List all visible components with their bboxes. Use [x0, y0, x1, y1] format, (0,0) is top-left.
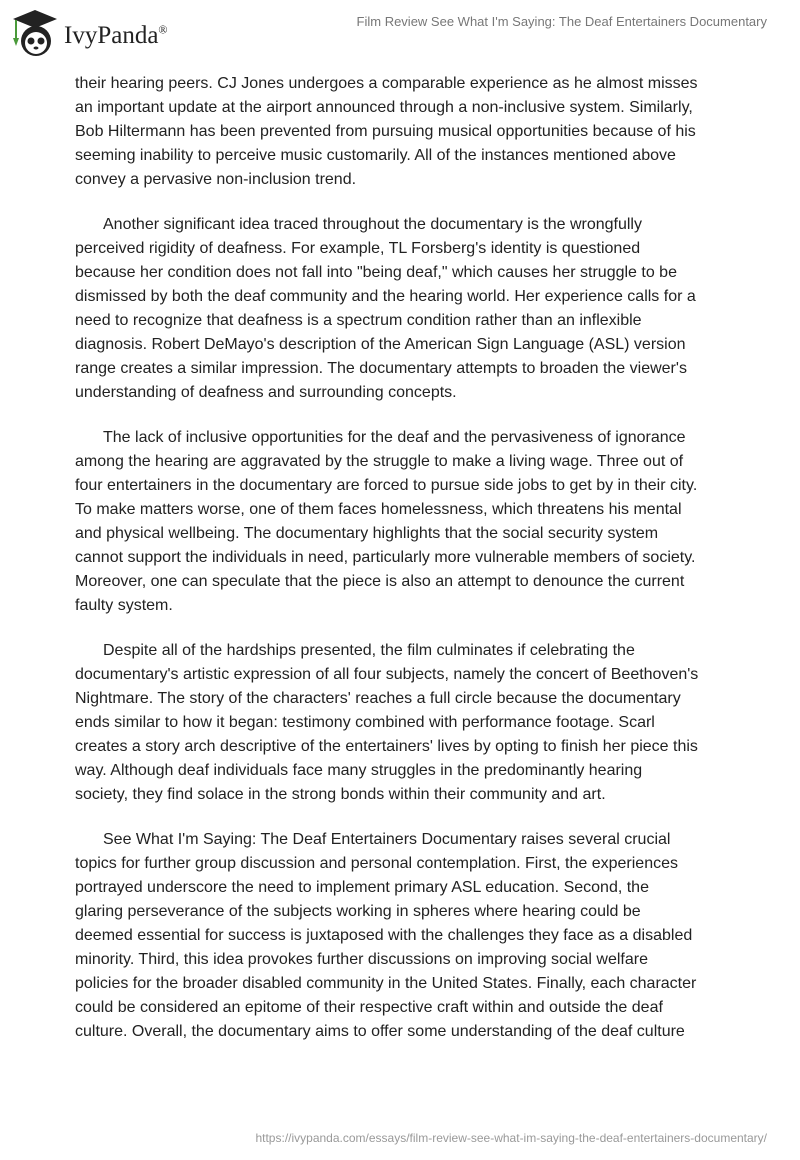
paragraph-line: faulty system. [75, 597, 173, 614]
paragraph-line: culture. Overall, the documentary aims to offer some understanding of the deaf culture [75, 1023, 685, 1040]
paragraph-line: policies for the broader disabled community in the United States. Finally, each character [75, 975, 697, 992]
essay-paragraph [75, 828, 775, 1044]
ivypanda-logo[interactable] [12, 8, 168, 58]
paragraph-line: because her condition does not fall into "being deaf," which causes her struggle to be [75, 264, 677, 281]
logo-text: IvyPanda [64, 22, 159, 49]
paragraph-line: creates a story arch descriptive of the entertainers' lives by opting to finish her piece this [75, 738, 698, 755]
paragraph-line: their hearing peers. CJ Jones undergoes a comparable experience as he almost misses [75, 75, 698, 92]
paragraph-line: convey a pervasive non-inclusion trend. [75, 171, 357, 188]
paragraph-line: diagnosis. Robert DeMayo's description of the American Sign Language (ASL) version [75, 336, 686, 353]
paragraph-line: range creates a similar impression. The documentary attempts to broaden the viewer's [75, 360, 687, 377]
essay-paragraph [75, 639, 775, 807]
paragraph-line: perceived rigidity of deafness. For example, TL Forsberg's identity is questioned [75, 240, 641, 257]
paragraph-line: Another significant idea traced throughout the documentary is the wrongfully [103, 216, 642, 233]
paragraph-line: an important update at the airport announced through a non-inclusive system. Similarly, [75, 99, 693, 116]
paragraph-line: Bob Hiltermann has been prevented from pursuing musical opportunities because of his [75, 123, 696, 140]
paragraph-line: See What I'm Saying: The Deaf Entertainers Documentary raises several crucial [103, 831, 671, 848]
paragraph-line: The lack of inclusive opportunities for the deaf and the pervasiveness of ignorance [103, 429, 686, 446]
page-url[interactable]: https://ivypanda.com/essays/film-review-see-what-im-saying-the-deaf-entertainers-documentary/ [255, 1131, 767, 1145]
paragraph-line: glaring perseverance of the subjects working in spheres where hearing could be [75, 903, 641, 920]
paragraph-line: deemed essential for success is juxtaposed with the challenges they face as a disabled [75, 927, 693, 944]
paragraph-line: understanding of deafness and surrounding concepts. [75, 384, 457, 401]
essay-paragraph [75, 72, 775, 192]
paragraph-line: society, they find solace in the strong bonds within their community and art. [75, 786, 606, 803]
paragraph-line: minority. Third, this idea provokes further discussions on improving social welfare [75, 951, 648, 968]
paragraph-line: ends similar to how it began: testimony combined with performance footage. Scarl [75, 714, 655, 731]
paragraph-line: seeming inability to perceive music customarily. All of the instances mentioned above [75, 147, 676, 164]
paragraph-line: topics for further group discussion and personal contemplation. First, the experiences [75, 855, 678, 872]
essay-paragraph [75, 426, 775, 618]
paragraph-line: need to recognize that deafness is a spectrum condition rather than an inflexible [75, 312, 642, 329]
paragraph-line: Nightmare. The story of the characters' reaches a full circle because the documentary [75, 690, 681, 707]
paragraph-line: among the hearing are aggravated by the struggle to make a living wage. Three out of [75, 453, 684, 470]
paragraph-line: and physical wellbeing. The documentary highlights that the social security system [75, 525, 659, 542]
paragraph-line: Despite all of the hardships presented, the film culminates if celebrating the [103, 642, 635, 659]
paragraph-line: four entertainers in the documentary are forced to pursue side jobs to get by in their city. [75, 477, 698, 494]
paragraph-line: portrayed underscore the need to implement primary ASL education. Second, the [75, 879, 649, 896]
registered-mark: ® [158, 22, 168, 37]
paragraph-line: cannot support the individuals in need, particularly more vulnerable members of society. [75, 549, 696, 566]
paragraph-line: dismissed by both the deaf community and the hearing world. Her experience calls for a [75, 288, 696, 305]
essay-paragraph [75, 213, 775, 405]
paragraph-line: could be considered an epitome of their respective craft within and outside the deaf [75, 999, 663, 1016]
panda-graduate-icon [12, 8, 58, 58]
paragraph-line: Moreover, one can speculate that the piece is also an attempt to denounce the current [75, 573, 685, 590]
essay-body [75, 72, 775, 1065]
paragraph-line: To make matters worse, one of them faces homelessness, which threatens his mental [75, 501, 682, 518]
document-title: Film Review See What I'm Saying: The Deaf Entertainers Documentary [356, 14, 767, 29]
paragraph-line: documentary's artistic expression of all four subjects, namely the concert of Beethoven's [75, 666, 699, 683]
paragraph-line: way. Although deaf individuals face many struggles in the predominantly hearing [75, 762, 643, 779]
